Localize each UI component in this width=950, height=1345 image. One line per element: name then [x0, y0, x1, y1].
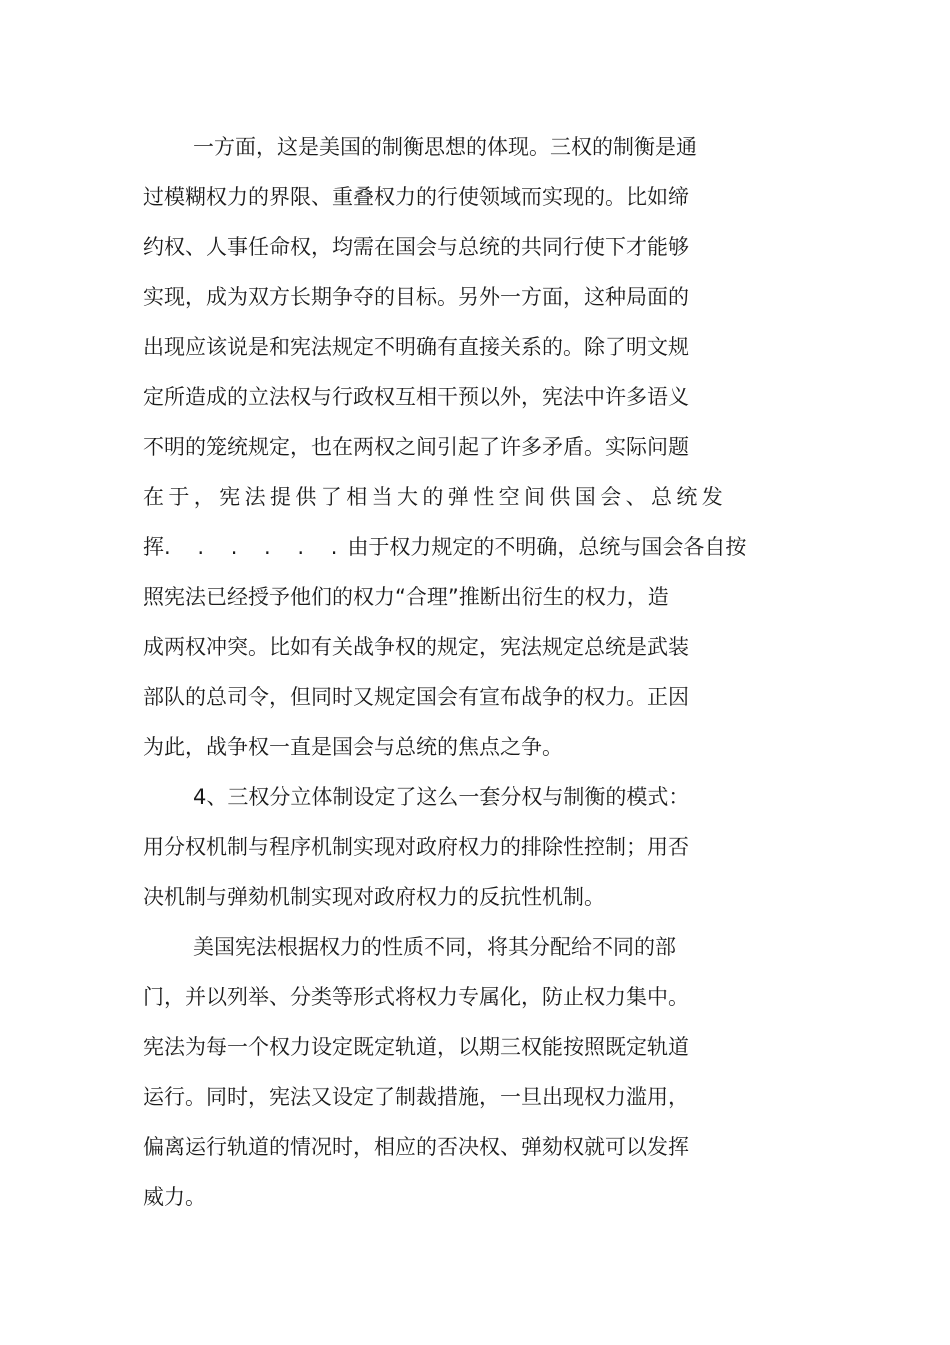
paragraph-line: 过模糊权力的界限、重叠权力的行使领域而实现的。比如缔 — [143, 185, 689, 209]
paragraph-line: 实现，成为双方长期争夺的目标。另外一方面，这种局面的 — [143, 285, 689, 309]
paragraph-line: 部队的总司令，但同时又规定国会有宣布战争的权力。正因 — [143, 685, 689, 709]
paragraph-line: 决机制与弹劾机制实现对政府权力的反抗性机制。 — [143, 885, 605, 909]
paragraph-line: 4、三权分立体制设定了这么一套分权与制衡的模式： — [193, 785, 690, 809]
paragraph-line: 运行。同时，宪法又设定了制裁措施，一旦出现权力滥用， — [143, 1085, 689, 1109]
paragraph-line: 美国宪法根据权力的性质不同，将其分配给不同的部 — [193, 935, 676, 959]
paragraph-line: 威力。 — [143, 1185, 206, 1209]
paragraph-line: 偏离运行轨道的情况时，相应的否决权、弹劾权就可以发挥 — [143, 1135, 689, 1159]
paragraph-line: 门，并以列举、分类等形式将权力专属化，防止权力集中。 — [143, 985, 689, 1009]
paragraph-line: 用分权机制与程序机制实现对政府权力的排除性控制；用否 — [143, 835, 689, 859]
paragraph-line: 一方面，这是美国的制衡思想的体现。三权的制衡是通 — [193, 135, 697, 159]
paragraph-line: 宪法为每一个权力设定既定轨道，以期三权能按照既定轨道 — [143, 1035, 689, 1059]
ellipsis: . . . . . . — [164, 535, 348, 559]
paragraph-line: 为此，战争权一直是国会与总统的焦点之争。 — [143, 735, 563, 759]
paragraph-line — [143, 522, 823, 572]
paragraph-line: 出现应该说是和宪法规定不明确有直接关系的。除了明文规 — [143, 335, 689, 359]
paragraph-line: 照宪法已经授予他们的权力“合理”推断出衍生的权力，造 — [143, 585, 669, 609]
body-text — [143, 122, 823, 1222]
paragraph-line: 成两权冲突。比如有关战争权的规定，宪法规定总统是武装 — [143, 635, 689, 659]
paragraph-line: 定所造成的立法权与行政权互相干预以外，宪法中许多语义 — [143, 385, 689, 409]
paragraph-line: 约权、人事任命权，均需在国会与总统的共同行使下才能够 — [143, 235, 689, 259]
paragraph-line: 在于，宪法提供了相当大的弹性空间供国会、总统发 — [143, 485, 728, 509]
line-fragment: 由于权力规定的不明确，总统与国会各自按 — [347, 535, 747, 559]
line-fragment: 挥 — [143, 535, 164, 559]
paragraph-line: 不明的笼统规定，也在两权之间引起了许多矛盾。实际问题 — [143, 435, 689, 459]
